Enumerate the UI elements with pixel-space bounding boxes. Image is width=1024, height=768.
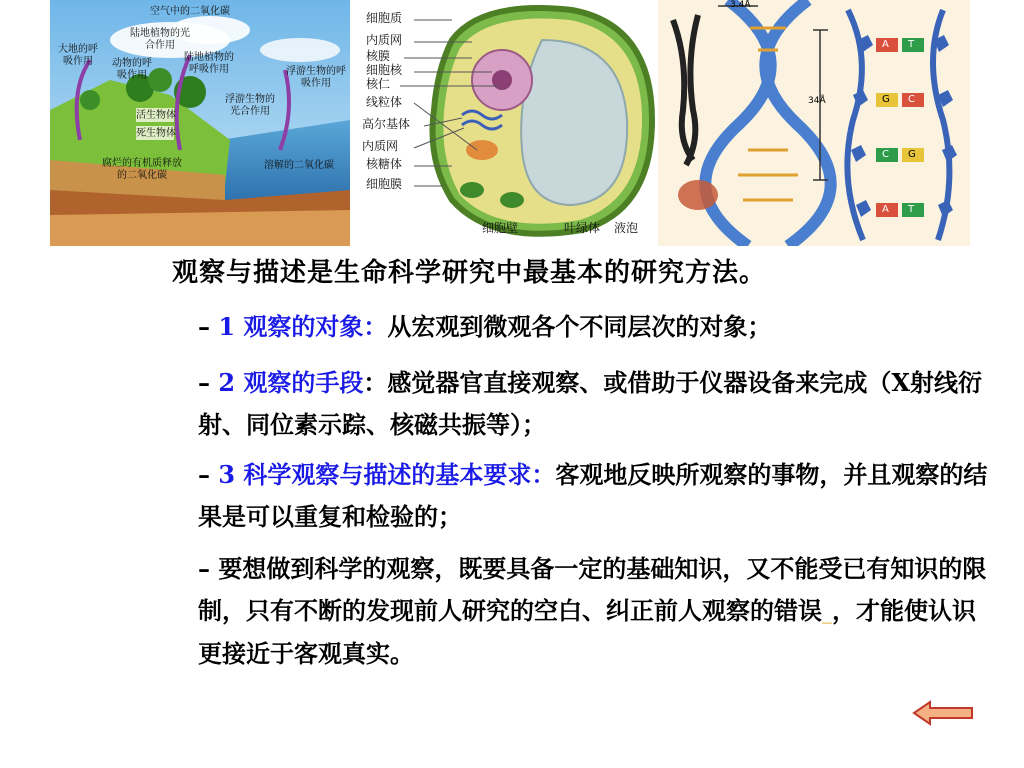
back-button[interactable] xyxy=(912,700,974,726)
dna-base-label: C xyxy=(908,94,915,105)
label-decay-co2: 腐烂的有机质释放的二氧化碳 xyxy=(102,158,182,181)
dna-measure-side: 34Å xyxy=(808,96,826,106)
label-dead-organisms: 死生物体 xyxy=(136,128,176,139)
carbon-cycle-illustration xyxy=(50,0,350,246)
left-arrow-icon xyxy=(912,700,974,726)
cell-label: 细胞膜 xyxy=(366,177,403,191)
item-dash: – xyxy=(198,460,210,489)
item-title: 观察的手段 xyxy=(243,368,364,397)
dna-base-label: A xyxy=(882,39,889,50)
left-arrow-shape xyxy=(914,702,972,724)
dna-base-label: A xyxy=(882,204,889,215)
cell-label: 细胞质 xyxy=(366,11,403,25)
item-dash: – xyxy=(198,368,210,397)
item-text: ，才能使认识更接近于客观真实。 xyxy=(198,596,976,668)
label-animal-respiration: 动物的呼吸作用 xyxy=(112,58,152,81)
cell-bottom-label: 液泡 xyxy=(614,221,639,235)
item-text: 要想做到科学的观察，既要具备一定的基础知识，又不能受已有知识的限制，只有不断的发现前人研究的空白、纠正前人观察的错误 xyxy=(198,554,987,625)
carbon-cycle-image xyxy=(50,0,350,246)
page-heading: 观察与描述是生命科学研究中最基本的研究方法。 xyxy=(172,258,767,288)
item-number: 2 xyxy=(218,368,236,397)
label-land-plant-respiration: 陆地植物的呼吸作用 xyxy=(184,52,234,75)
dna-base-label: G xyxy=(908,149,916,160)
list-item-observation-object xyxy=(198,306,988,348)
item-number: 3 xyxy=(218,460,236,489)
item-dash: – xyxy=(198,554,210,583)
label-plankton-photosynthesis: 浮游生物的光合作用 xyxy=(225,94,275,117)
list-item-observation-means xyxy=(198,362,988,446)
label-dissolved-co2: 溶解的二氧化碳 xyxy=(264,160,334,171)
cell-label: 高尔基体 xyxy=(362,117,411,131)
dna-double-helix-illustration xyxy=(658,0,970,246)
cell-label: 线粒体 xyxy=(366,95,403,109)
item-text: 客观地反映所观察的事物，并且观察的结果是可以重复和检验的； xyxy=(198,460,988,531)
dna-image xyxy=(658,0,970,246)
list-item-basic-requirements xyxy=(198,454,988,538)
dna-base-label: C xyxy=(882,149,889,160)
cell-bottom-label: 细胞壁 xyxy=(482,221,519,235)
label-air-co2: 空气中的二氧化碳 xyxy=(150,6,230,17)
cell-label: 核膜 xyxy=(366,49,391,63)
cell-label: 核糖体 xyxy=(366,157,403,171)
label-plankton-respiration: 浮游生物的呼吸作用 xyxy=(286,66,346,89)
dna-base-label: T xyxy=(908,204,915,215)
cell-label: 内质网 xyxy=(366,33,403,47)
label-living-organisms: 活生物体 xyxy=(136,110,176,121)
item-text: ：感觉器官直接观察、或借助于仪器设备来完成（X射线衍射、同位素示踪、核磁共振等）； xyxy=(198,368,983,439)
dna-measure-top: 3.4Å xyxy=(730,0,751,10)
item-dash: – xyxy=(198,312,210,341)
list-item-scientific-observation xyxy=(198,548,988,675)
cursor-mark: _ xyxy=(822,600,832,624)
label-land-plant-photosynthesis: 陆地植物的光合作用 xyxy=(130,28,190,51)
label-earth-respiration: 大地的呼吸作用 xyxy=(58,44,98,67)
item-number: 1 xyxy=(218,312,236,341)
cell-label: 细胞核 xyxy=(366,63,403,77)
cell-label: 内质网 xyxy=(362,139,399,153)
dna-base-label: G xyxy=(882,94,890,105)
cell-label: 核仁 xyxy=(366,77,391,91)
plant-cell-image xyxy=(352,0,658,246)
item-title: 观察的对象： xyxy=(243,312,388,341)
cell-bottom-label: 叶绿体 xyxy=(564,221,601,235)
item-title: 科学观察与描述的基本要求： xyxy=(243,460,556,489)
item-text: 从宏观到微观各个不同层次的对象； xyxy=(387,312,772,341)
dna-base-label: T xyxy=(908,39,915,50)
